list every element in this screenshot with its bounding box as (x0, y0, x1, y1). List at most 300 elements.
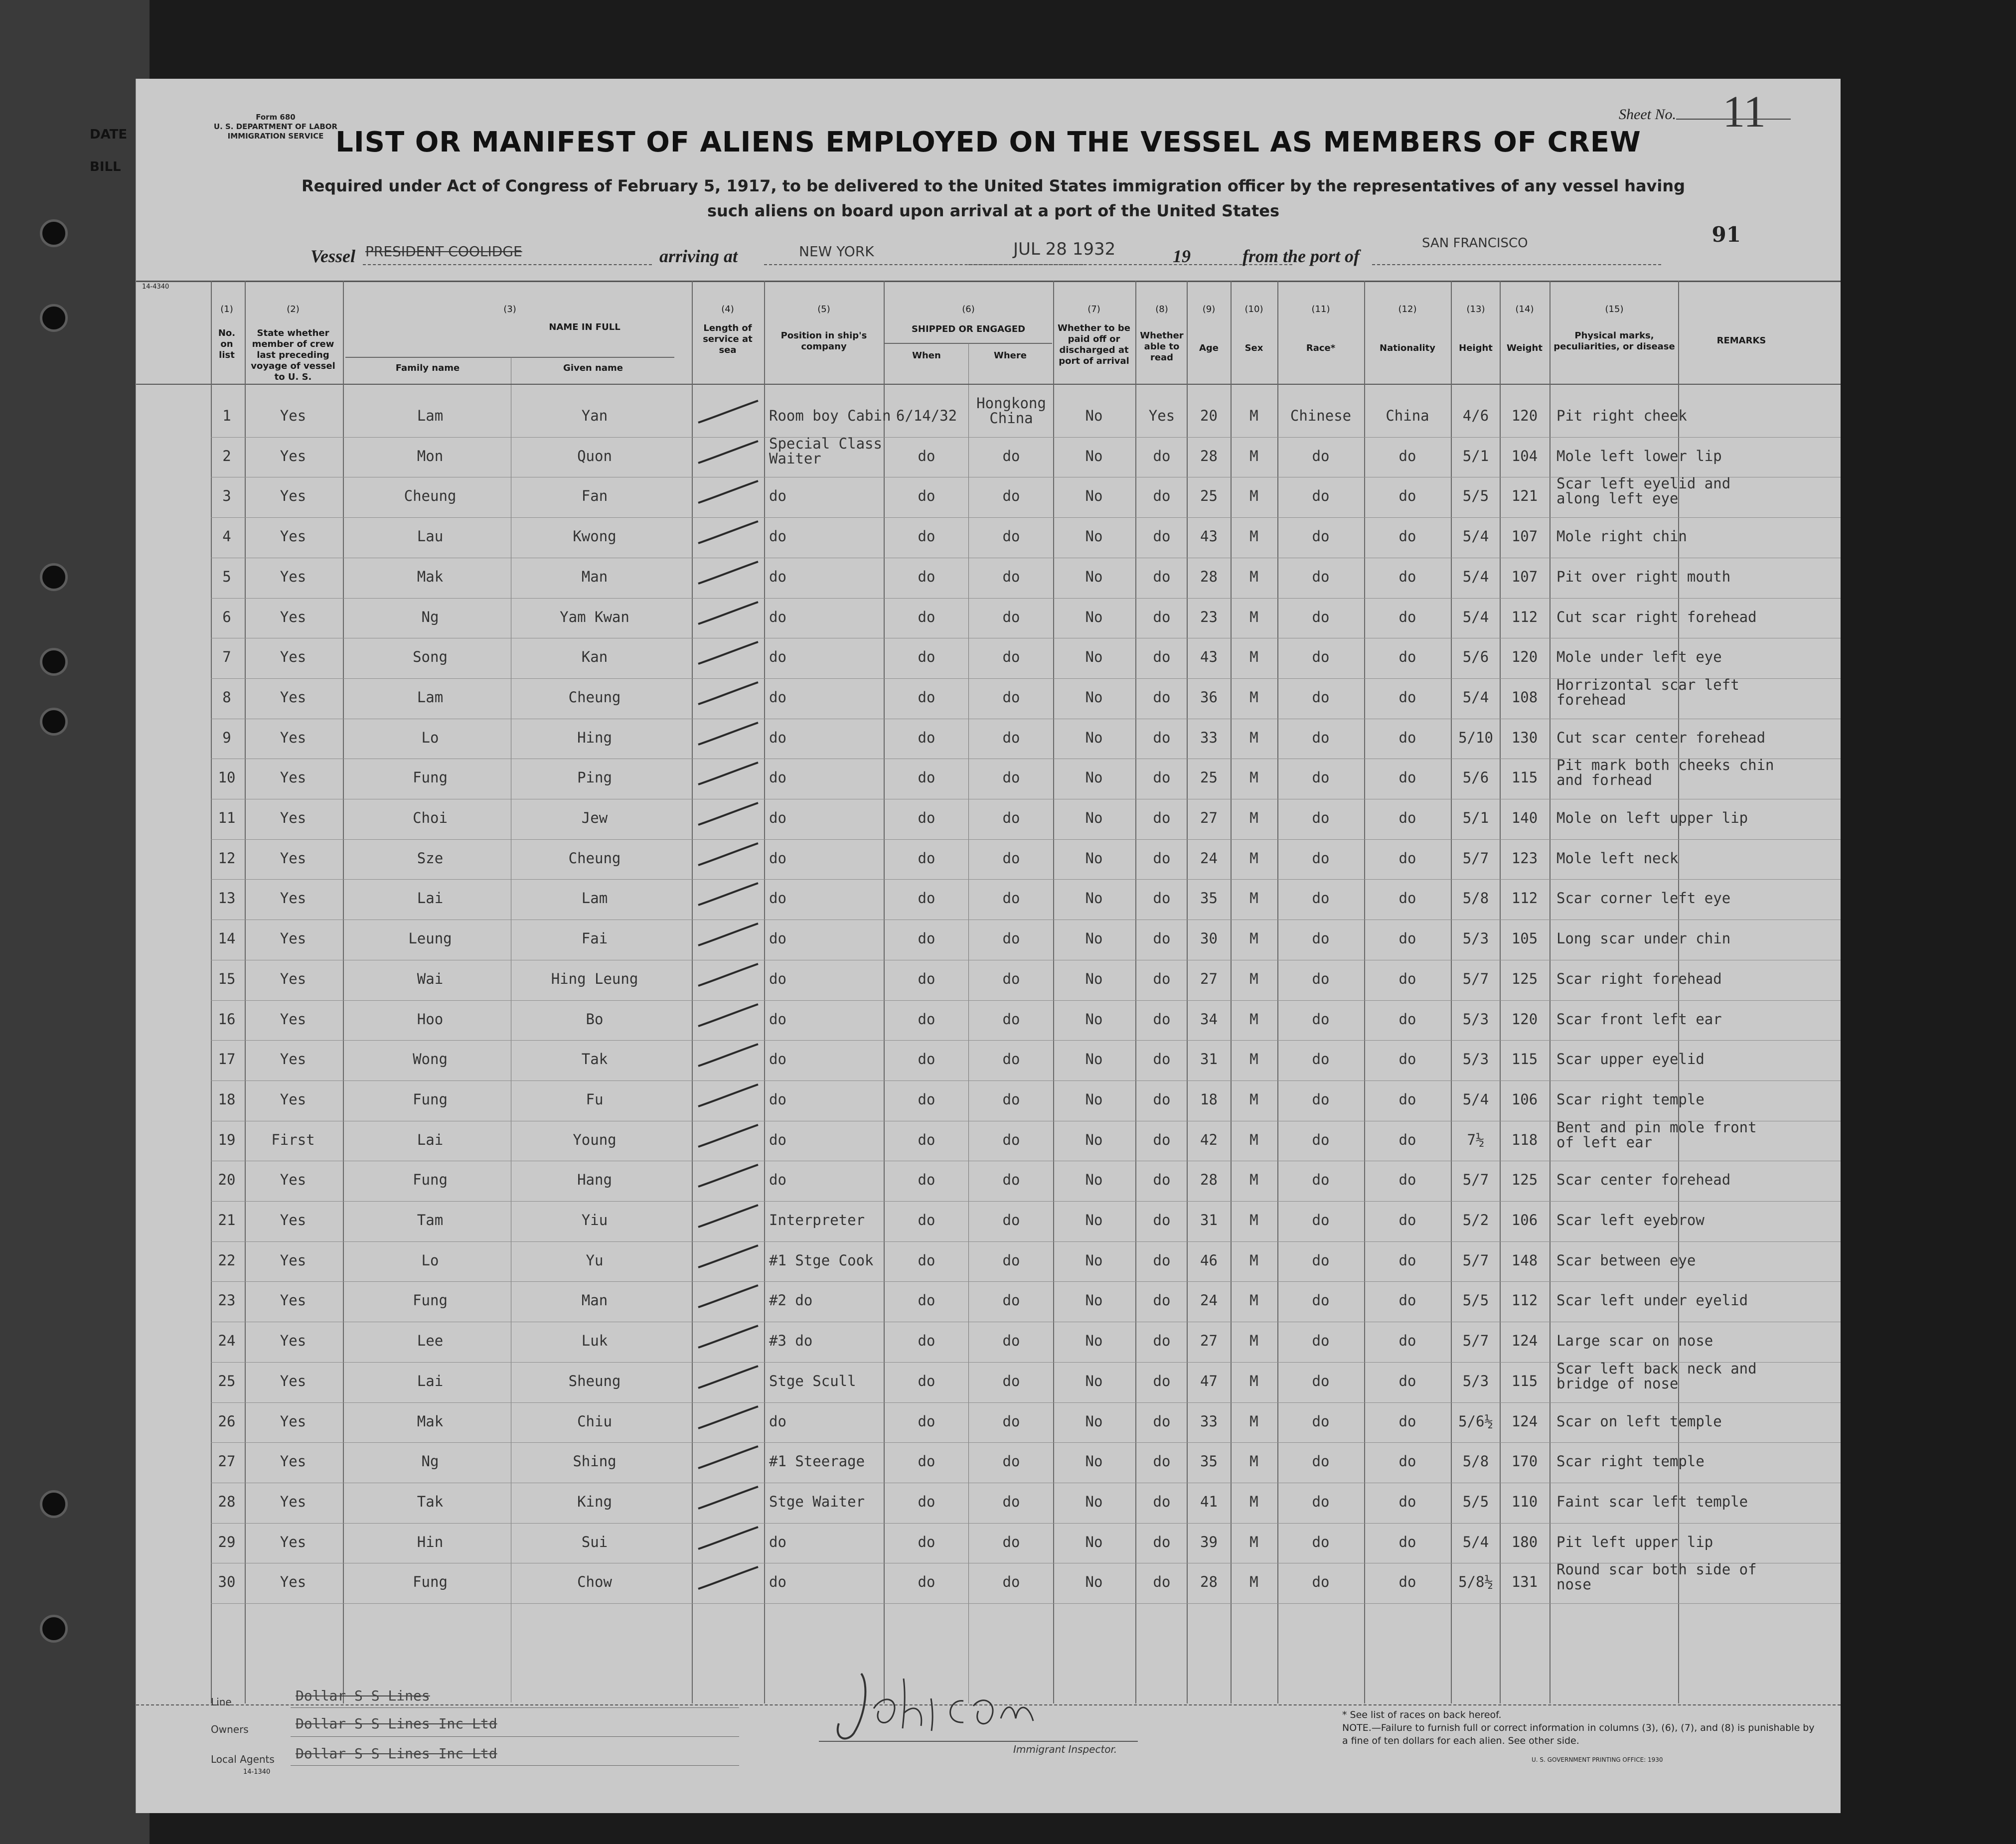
paid-off: No (1085, 1332, 1103, 1349)
weight: 107 (1511, 568, 1538, 585)
column-number: (10) (1244, 304, 1263, 314)
row-number: 26 (218, 1413, 236, 1430)
race: do (1312, 850, 1330, 867)
service-check-mark (693, 1484, 763, 1514)
row-rule (211, 598, 1841, 599)
height: 5/6 (1462, 769, 1489, 786)
service-check-mark (693, 679, 763, 709)
prior-voyage: Yes (280, 568, 307, 585)
paid-off: No (1085, 970, 1103, 987)
physical-marks: Round scar both side of nose (1556, 1561, 1757, 1593)
owners-label: Owners (211, 1723, 249, 1735)
height: 5/7 (1462, 1171, 1489, 1188)
ship-position: Room boy Cabin (769, 407, 891, 424)
local-agents-value: Dollar S S Lines Inc Ltd (296, 1745, 497, 1762)
row-rule (211, 1402, 1841, 1403)
owners-underline (291, 1736, 739, 1737)
physical-marks: Scar right temple (1556, 1091, 1705, 1108)
row-number: 4 (222, 528, 231, 545)
physical-marks: Long scar under chin (1556, 930, 1731, 947)
able-to-read: do (1153, 528, 1171, 545)
age: 42 (1200, 1131, 1218, 1148)
nationality: do (1398, 890, 1416, 907)
column-divider (764, 281, 765, 1703)
family-name: Lee (417, 1332, 444, 1349)
ship-position: #1 Steerage (769, 1453, 865, 1470)
height: 5/4 (1462, 1534, 1489, 1550)
height: 5/5 (1462, 487, 1489, 504)
weight: 110 (1511, 1493, 1538, 1510)
service-check-mark (693, 518, 763, 548)
race: do (1312, 648, 1330, 665)
race: do (1312, 890, 1330, 907)
nationality: do (1398, 1252, 1416, 1269)
sex: M (1249, 890, 1258, 907)
nationality: do (1398, 729, 1416, 746)
engaged-where: do (1002, 448, 1020, 464)
paid-off: No (1085, 1373, 1103, 1389)
weight: 118 (1511, 1131, 1538, 1148)
weight: 106 (1511, 1212, 1538, 1229)
given-name: Hang (577, 1171, 612, 1188)
age: 39 (1200, 1534, 1218, 1550)
ship-position: do (769, 1413, 786, 1430)
service-check-mark (693, 1443, 763, 1473)
document-subtitle: Required under Act of Congress of February 5, 1917, to be delivered to the United States immigration officer by the representatives of any vessel having such aliens on board upon arrival at a port of the United States (301, 176, 1686, 220)
ship-position: do (769, 1171, 786, 1188)
race: do (1312, 1332, 1330, 1349)
binding-hole (40, 563, 68, 591)
race: do (1312, 729, 1330, 746)
header-shipped-engaged: SHIPPED OR ENGAGED (911, 324, 1026, 334)
header-no-on-list: No. on list (218, 328, 236, 360)
engaged-where: do (1002, 970, 1020, 987)
header-height: Height (1459, 343, 1493, 353)
given-name: Tak (581, 1051, 608, 1068)
age: 28 (1200, 1171, 1218, 1188)
service-check-mark (693, 639, 763, 669)
nationality: do (1398, 809, 1416, 826)
line-label: Line (211, 1696, 232, 1708)
column-divider (692, 281, 693, 1703)
age: 33 (1200, 1413, 1218, 1430)
paid-off: No (1085, 1212, 1103, 1229)
ship-position: do (769, 769, 786, 786)
vessel-name: PRESIDENT COOLIDGE (365, 243, 522, 260)
name-subheader-rule (345, 357, 674, 358)
row-number: 17 (218, 1051, 236, 1068)
paid-off: No (1085, 890, 1103, 907)
engaged-where: do (1002, 1292, 1020, 1309)
age: 31 (1200, 1051, 1218, 1068)
paid-off: No (1085, 407, 1103, 424)
paid-off: No (1085, 1493, 1103, 1510)
nationality: do (1398, 528, 1416, 545)
sex: M (1249, 609, 1258, 625)
column-number: (6) (962, 304, 975, 314)
given-name: Jew (581, 809, 608, 826)
able-to-read: do (1153, 1493, 1171, 1510)
engaged-when: do (918, 1453, 935, 1470)
service-check-mark (693, 559, 763, 589)
given-name: Man (581, 1292, 608, 1309)
height: 7½ (1467, 1131, 1485, 1148)
able-to-read: do (1153, 1453, 1171, 1470)
race: do (1312, 448, 1330, 464)
height: 5/7 (1462, 970, 1489, 987)
nationality: do (1398, 1292, 1416, 1309)
row-rule (211, 839, 1841, 840)
column-number: (13) (1466, 304, 1485, 314)
prior-voyage: Yes (280, 1171, 307, 1188)
nationality: do (1398, 1373, 1416, 1389)
departure-port: SAN FRANCISCO (1422, 236, 1528, 251)
vessel-underline (363, 264, 652, 265)
ship-position: do (769, 568, 786, 585)
family-name: Mak (417, 1413, 444, 1430)
age: 27 (1200, 809, 1218, 826)
service-check-mark (693, 800, 763, 830)
row-rule (211, 1603, 1841, 1604)
year-label: 19 (1173, 246, 1191, 266)
service-check-mark (693, 720, 763, 750)
given-name: Kan (581, 648, 608, 665)
age: 31 (1200, 1212, 1218, 1229)
race: do (1312, 1171, 1330, 1188)
able-to-read: do (1153, 609, 1171, 625)
physical-marks: Cut scar center forehead (1556, 729, 1766, 746)
race: do (1312, 930, 1330, 947)
height: 5/5 (1462, 1493, 1489, 1510)
able-to-read: do (1153, 448, 1171, 464)
row-number: 14 (218, 930, 236, 947)
given-name: Shing (573, 1453, 617, 1470)
able-to-read: do (1153, 487, 1171, 504)
race: do (1312, 609, 1330, 625)
physical-marks: Scar left under eyelid (1556, 1292, 1748, 1309)
race: do (1312, 1292, 1330, 1309)
engaged-when: do (918, 1373, 935, 1389)
age: 27 (1200, 970, 1218, 987)
manifest-sheet (136, 79, 1841, 1813)
row-number: 24 (218, 1332, 236, 1349)
family-name: Hin (417, 1534, 444, 1550)
sex: M (1249, 809, 1258, 826)
column-number: (5) (817, 304, 830, 314)
race: do (1312, 1011, 1330, 1028)
family-name: Fung (413, 1171, 448, 1188)
nationality: do (1398, 448, 1416, 464)
able-to-read: do (1153, 729, 1171, 746)
engaged-where: do (1002, 930, 1020, 947)
race: do (1312, 1051, 1330, 1068)
able-to-read: do (1153, 648, 1171, 665)
paid-off: No (1085, 1171, 1103, 1188)
prior-voyage: Yes (280, 1252, 307, 1269)
service-check-mark (693, 1001, 763, 1031)
from-port-label: from the port of (1242, 246, 1360, 266)
prior-voyage: Yes (280, 528, 307, 545)
sex: M (1249, 850, 1258, 867)
engaged-where: do (1002, 1091, 1020, 1108)
nationality: do (1398, 850, 1416, 867)
prior-voyage: Yes (280, 1332, 307, 1349)
paid-off: No (1085, 528, 1103, 545)
age: 41 (1200, 1493, 1218, 1510)
family-name: Fung (413, 1573, 448, 1590)
height: 5/1 (1462, 809, 1489, 826)
nationality: do (1398, 1051, 1416, 1068)
prior-voyage: Yes (280, 930, 307, 947)
weight: 123 (1511, 850, 1538, 867)
paid-off: No (1085, 1051, 1103, 1068)
able-to-read: do (1153, 1131, 1171, 1148)
column-number: (1) (220, 304, 233, 314)
able-to-read: do (1153, 930, 1171, 947)
nationality: do (1398, 930, 1416, 947)
nationality: do (1398, 1171, 1416, 1188)
age: 24 (1200, 850, 1218, 867)
service-check-mark (693, 398, 763, 428)
sex: M (1249, 407, 1258, 424)
able-to-read: do (1153, 890, 1171, 907)
engaged-where: do (1002, 1131, 1020, 1148)
engaged-where: do (1002, 1534, 1020, 1550)
prior-voyage: Yes (280, 1493, 307, 1510)
able-to-read: do (1153, 769, 1171, 786)
row-rule (211, 517, 1841, 518)
form-number: Form 680 (256, 113, 296, 122)
binder-stamp-bill: BILL (90, 159, 121, 174)
engaged-when: do (918, 1171, 935, 1188)
sheet-number-label: Sheet No. (1619, 106, 1676, 123)
height: 5/2 (1462, 1212, 1489, 1229)
paid-off: No (1085, 448, 1103, 464)
weight: 106 (1511, 1091, 1538, 1108)
race: do (1312, 1091, 1330, 1108)
given-name: King (577, 1493, 612, 1510)
engaged-where: do (1002, 1011, 1020, 1028)
family-name: Song (413, 648, 448, 665)
column-number: (3) (503, 304, 516, 314)
age: 33 (1200, 729, 1218, 746)
physical-marks: Mole left neck (1556, 850, 1679, 867)
prior-voyage: Yes (280, 809, 307, 826)
family-name: Ng (421, 1453, 439, 1470)
sex: M (1249, 1212, 1258, 1229)
binding-hole (40, 1490, 68, 1518)
engaged-where: do (1002, 648, 1020, 665)
inspector-signature (814, 1664, 1073, 1748)
ship-position: do (769, 1091, 786, 1108)
family-name: Ng (421, 609, 439, 625)
engaged-when: do (918, 1413, 935, 1430)
given-name: Sheung (568, 1373, 621, 1389)
family-name: Lau (417, 528, 444, 545)
given-name: Cheung (568, 689, 621, 706)
height: 5/8 (1462, 1453, 1489, 1470)
row-number: 29 (218, 1534, 236, 1550)
paid-off: No (1085, 809, 1103, 826)
paid-off: No (1085, 930, 1103, 947)
able-to-read: do (1153, 1212, 1171, 1229)
able-to-read: do (1153, 850, 1171, 867)
weight: 121 (1511, 487, 1538, 504)
physical-marks: Pit right cheek (1556, 407, 1687, 424)
age: 27 (1200, 1332, 1218, 1349)
nationality: do (1398, 1493, 1416, 1510)
family-name: Choi (413, 809, 448, 826)
sex: M (1249, 1373, 1258, 1389)
family-name: Wong (413, 1051, 448, 1068)
ship-position: do (769, 1011, 786, 1028)
sex: M (1249, 930, 1258, 947)
race: do (1312, 487, 1330, 504)
nationality: do (1398, 1091, 1416, 1108)
physical-marks: Faint scar left temple (1556, 1493, 1748, 1510)
family-name: Lai (417, 890, 444, 907)
weight: 112 (1511, 890, 1538, 907)
physical-marks: Scar between eye (1556, 1252, 1696, 1269)
age: 43 (1200, 648, 1218, 665)
service-check-mark (693, 1524, 763, 1554)
binding-hole (40, 648, 68, 676)
paid-off: No (1085, 850, 1103, 867)
family-name: Leung (408, 930, 452, 947)
ship-position: do (769, 890, 786, 907)
engaged-where: do (1002, 769, 1020, 786)
column-number: (4) (721, 304, 734, 314)
binder-strip (0, 0, 150, 1844)
family-name: Mak (417, 568, 444, 585)
height: 5/6 (1462, 648, 1489, 665)
engaged-when: do (918, 1292, 935, 1309)
physical-marks: Scar left back neck and bridge of nose (1556, 1360, 1757, 1392)
able-to-read: do (1153, 1573, 1171, 1590)
engaged-where: do (1002, 729, 1020, 746)
weight: 125 (1511, 1171, 1538, 1188)
header-prior-voyage: State whether member of crew last preceding voyage of vessel to U. S. (251, 328, 335, 382)
height: 5/4 (1462, 568, 1489, 585)
local-agents-label: Local Agents (211, 1753, 275, 1765)
height: 5/4 (1462, 528, 1489, 545)
family-name: Hoo (417, 1011, 444, 1028)
nationality: do (1398, 487, 1416, 504)
able-to-read: do (1153, 1373, 1171, 1389)
nationality: do (1398, 1453, 1416, 1470)
column-number: (8) (1155, 304, 1168, 314)
ship-position: Special Class Waiter (769, 435, 882, 467)
form-service: IMMIGRATION SERVICE (227, 132, 324, 141)
races-note: * See list of races on back hereof. (1342, 1709, 1502, 1720)
weight: 107 (1511, 528, 1538, 545)
able-to-read: do (1153, 970, 1171, 987)
physical-marks: Scar right temple (1556, 1453, 1705, 1470)
physical-marks: Bent and pin mole front of left ear (1556, 1119, 1757, 1151)
race: do (1312, 1413, 1330, 1430)
height: 5/5 (1462, 1292, 1489, 1309)
prior-voyage: Yes (280, 970, 307, 987)
physical-marks: Mole left lower lip (1556, 448, 1722, 464)
engaged-when: do (918, 850, 935, 867)
service-check-mark (693, 1282, 763, 1312)
nationality: do (1398, 568, 1416, 585)
engaged-where: do (1002, 1212, 1020, 1229)
height: 5/7 (1462, 1332, 1489, 1349)
engaged-when: do (918, 769, 935, 786)
line-value: Dollar S S Lines (296, 1688, 430, 1704)
age: 28 (1200, 568, 1218, 585)
ship-position: do (769, 609, 786, 625)
age: 25 (1200, 487, 1218, 504)
sex: M (1249, 1011, 1258, 1028)
physical-marks: Mole under left eye (1556, 648, 1722, 665)
sex: M (1249, 1413, 1258, 1430)
nationality: do (1398, 1212, 1416, 1229)
engaged-where: do (1002, 609, 1020, 625)
physical-marks: Scar front left ear (1556, 1011, 1722, 1028)
row-rule (211, 1080, 1841, 1081)
engaged-when: do (918, 970, 935, 987)
weight: 115 (1511, 1373, 1538, 1389)
age: 25 (1200, 769, 1218, 786)
engaged-when: do (918, 1131, 935, 1148)
engaged-when: do (918, 1332, 935, 1349)
sex: M (1249, 729, 1258, 746)
column-number: (9) (1202, 304, 1216, 314)
service-check-mark (693, 1162, 763, 1192)
engaged-when: do (918, 1534, 935, 1550)
prior-voyage: Yes (280, 648, 307, 665)
height: 5/7 (1462, 850, 1489, 867)
row-rule (211, 1201, 1841, 1202)
paid-off: No (1085, 1573, 1103, 1590)
paid-off: No (1085, 1131, 1103, 1148)
given-name: Yam Kwan (560, 609, 629, 625)
header-given-name: Given name (563, 363, 623, 373)
race: do (1312, 1453, 1330, 1470)
physical-marks: Pit over right mouth (1556, 568, 1731, 585)
departure-port-underline (1372, 264, 1661, 265)
able-to-read: do (1153, 809, 1171, 826)
weight: 120 (1511, 407, 1538, 424)
service-check-mark (693, 760, 763, 789)
race: do (1312, 1131, 1330, 1148)
ship-position: do (769, 648, 786, 665)
service-check-mark (693, 961, 763, 991)
paid-off: No (1085, 648, 1103, 665)
able-to-read: do (1153, 1011, 1171, 1028)
header-where: Where (994, 350, 1027, 361)
row-number: 9 (222, 729, 231, 746)
paid-off: No (1085, 729, 1103, 746)
column-number: (11) (1311, 304, 1330, 314)
sheet-number-line (1676, 119, 1791, 120)
sex: M (1249, 970, 1258, 987)
physical-marks: Pit mark both cheeks chin and forhead (1556, 757, 1774, 788)
nationality: do (1398, 1534, 1416, 1550)
engaged-where: do (1002, 689, 1020, 706)
weight: 108 (1511, 689, 1538, 706)
header-paid-off: Whether to be paid off or discharged at port of arrival (1058, 323, 1130, 366)
physical-marks: Scar left eyebrow (1556, 1212, 1705, 1229)
able-to-read: do (1153, 1171, 1171, 1188)
service-check-mark (693, 1363, 763, 1393)
prior-voyage: Yes (280, 1292, 307, 1309)
engaged-where: do (1002, 1453, 1020, 1470)
row-number: 27 (218, 1453, 236, 1470)
weight: 124 (1511, 1332, 1538, 1349)
